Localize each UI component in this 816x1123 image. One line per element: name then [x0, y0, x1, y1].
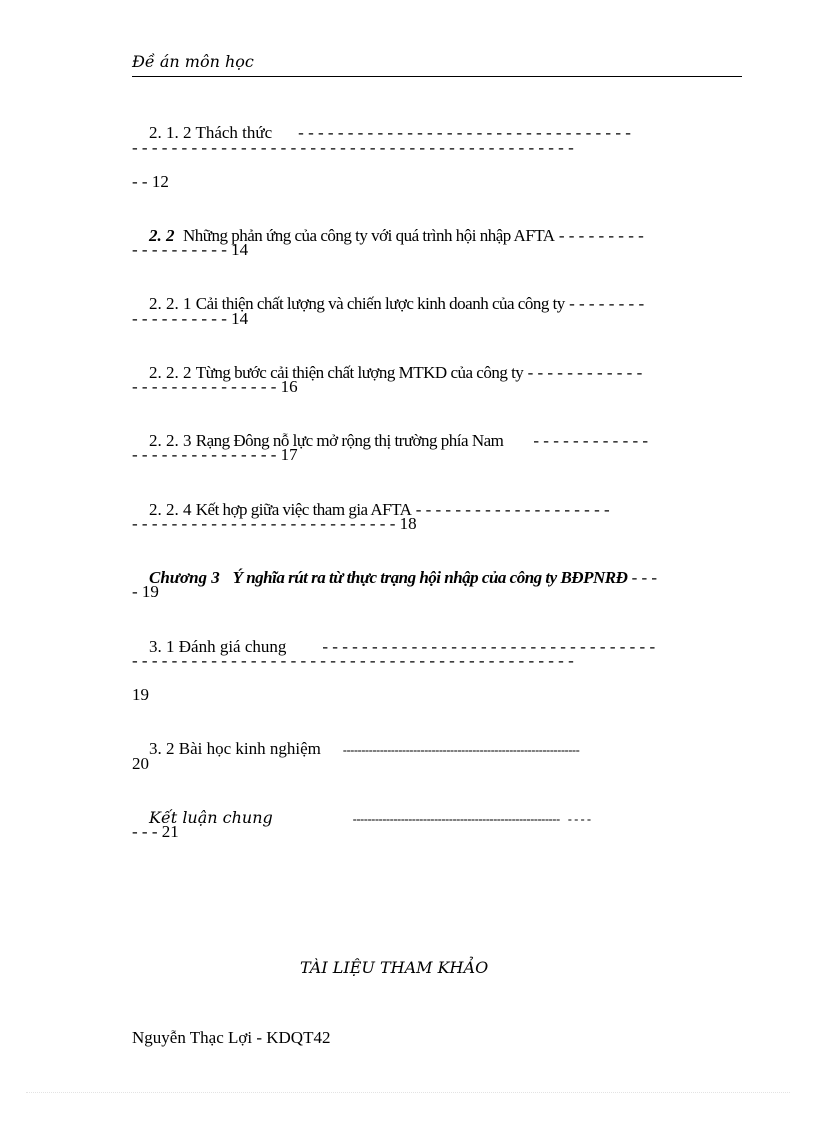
toc-title: Từng bước cải thiện chất lượng MTKD của công ty: [195, 363, 524, 382]
toc-page-number: 20: [132, 754, 149, 773]
toc-title: Kết luận chung: [149, 808, 273, 827]
toc-title: Bài học kinh nghiệm: [178, 739, 321, 758]
toc-title: Đánh giá chung: [178, 637, 287, 656]
toc-page-number: - - - - - - - - - - 14: [132, 309, 249, 328]
toc-leader: - - - - - - - - - - - - - - - - - - - -: [415, 500, 610, 519]
toc-page-number: 19: [132, 685, 149, 704]
toc-number: 2. 1. 2: [149, 123, 192, 142]
toc-number: 2. 2. 3: [149, 431, 192, 450]
toc-page-number: - - - - - - - - - - - - - - - 17: [132, 445, 298, 464]
toc-page-number: - - 12: [132, 172, 169, 191]
toc-leader: ----------------------------------------------------------------: [342, 743, 580, 757]
toc-leader: - - - - - - - - -: [558, 226, 644, 245]
toc-page-number: - - - - - - - - - - 14: [132, 240, 249, 259]
toc-page-number: - 19: [132, 582, 159, 601]
header-title: Đề án môn học: [132, 52, 254, 71]
toc-leader: - - - - - - - -: [569, 294, 645, 313]
toc-entry-conclusion[interactable]: [132, 788, 591, 849]
toc-page-number: - - - - - - - - - - - - - - - 16: [132, 377, 298, 396]
page-header: [132, 50, 742, 77]
bibliography-heading[interactable]: TÀI LIỆU THAM KHẢO: [300, 958, 489, 977]
page-bottom-divider: [26, 1092, 790, 1093]
toc-number: 2. 2. 4: [149, 500, 192, 519]
toc-leader-line: - - - - - - - - - - - - - - - - - - - - - - - - - - - - - - - - - - - - - - - - - - - - -: [132, 138, 574, 157]
toc-title: Ý nghĩa rút ra từ thực trạng hội nhập của công ty BĐPNRĐ: [232, 568, 628, 587]
toc-title: Cải thiện chất lượng và chiến lược kinh doanh của công ty: [195, 294, 565, 313]
toc-title: Thách thức: [195, 123, 273, 142]
toc-leader: - - - - - - - - - - - - - - - - - - - - - - - - - - - - - - - - - -: [298, 123, 631, 142]
toc-leader: - - - - - - - - - - - -: [533, 431, 649, 450]
toc-title: Rạng Đông nỗ lực mở rộng thị trường phía Nam: [195, 431, 504, 450]
toc-leader: - - - - - - - - - - - -: [527, 363, 643, 382]
toc-leader-line: - - - - - - - - - - - - - - - - - - - - - - - - - - - - - - - - - - - - - - - - - - - - -: [132, 651, 574, 670]
toc-page-number: - - - 21: [132, 822, 179, 841]
toc-number: 2. 2. 1: [149, 294, 192, 313]
toc-title: Những phản ứng của công ty với quá trình hội nhập AFTA: [183, 226, 555, 245]
toc-entry-chapter-3[interactable]: [132, 548, 657, 608]
toc-leader: - - -: [631, 568, 658, 587]
toc-number: Chương 3: [149, 568, 220, 587]
toc-title: Kết hợp giữa việc tham gia AFTA: [195, 500, 412, 519]
toc-entry-3-2[interactable]: [132, 719, 579, 780]
toc-number: 3. 1: [149, 637, 175, 656]
page-footer-author: Nguyễn Thạc Lợi - KDQT42: [132, 1028, 331, 1047]
toc-number: 2. 2. 2: [149, 363, 192, 382]
toc-page-number: - - - - - - - - - - - - - - - - - - - - - - - - - - - 18: [132, 514, 417, 533]
toc-leader: -------------------------------------------------------- - - - -: [352, 812, 591, 826]
toc-leader: - - - - - - - - - - - - - - - - - - - - - - - - - - - - - - - - - -: [322, 637, 656, 656]
toc-number: 3. 2: [149, 739, 175, 758]
toc-number: 2. 2: [149, 226, 175, 245]
